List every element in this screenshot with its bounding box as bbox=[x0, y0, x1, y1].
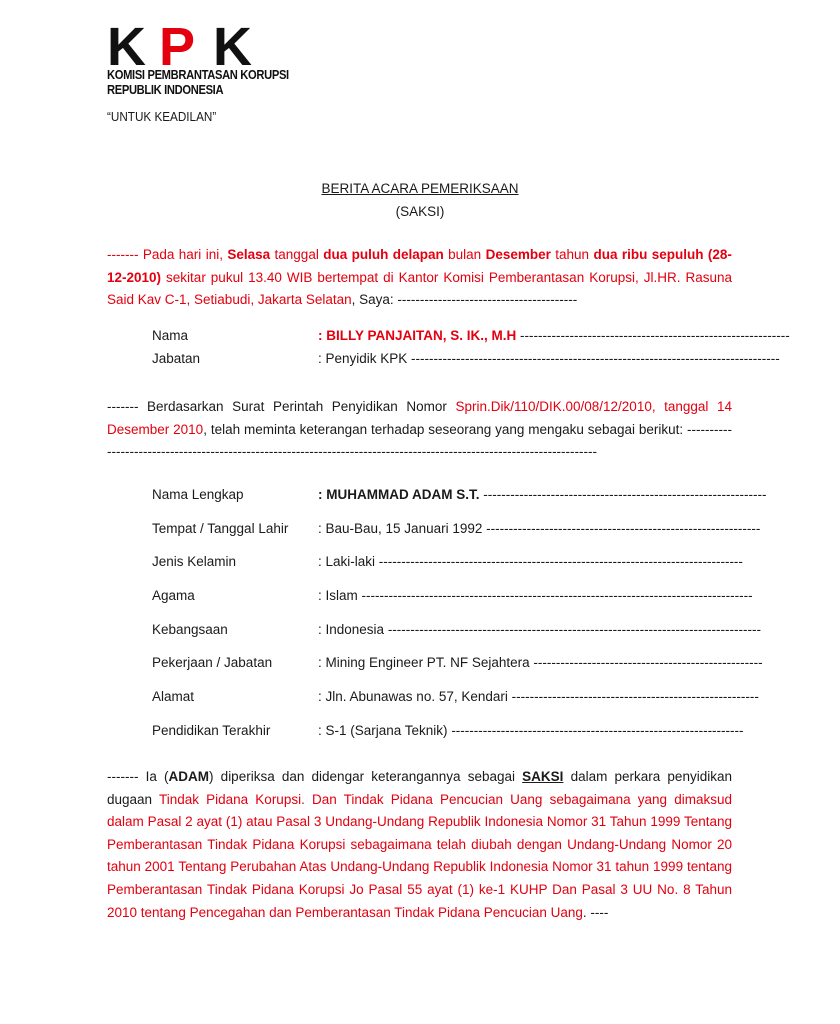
witness-row-education bbox=[152, 723, 744, 743]
intro-date: dua puluh delapan bbox=[323, 247, 444, 262]
intro-text: tanggal bbox=[274, 247, 319, 262]
intro-location: sekitar pukul 13.40 WIB bertempat di Kantor Komisi Pemberantasan Korupsi, Jl.HR. Rasuna Said Kav C-1, Setiabudi, Jakarta Selatan bbox=[107, 269, 732, 308]
witness-row-birth bbox=[152, 521, 761, 541]
field-label: Jabatan bbox=[152, 351, 201, 366]
field-dashes: --------------------------------------------------------------------------------------- bbox=[357, 588, 753, 603]
witness-row-religion bbox=[152, 588, 753, 608]
witness-short-name: ADAM bbox=[168, 769, 210, 784]
investigator-row-position bbox=[152, 351, 780, 371]
field-label: Kebangsaan bbox=[152, 622, 228, 637]
witness-gender: : Laki-laki bbox=[318, 554, 376, 569]
field-value-wrap bbox=[318, 351, 780, 366]
intro-text: tahun bbox=[555, 247, 590, 262]
witness-role: SAKSI bbox=[522, 769, 564, 784]
intro-dashes: ------- bbox=[107, 247, 139, 262]
field-dashes: ----------------------------------------------------------------------------------- bbox=[384, 622, 761, 637]
field-label: Nama bbox=[152, 328, 189, 343]
field-value-wrap bbox=[318, 622, 761, 637]
exam-text: ------- Ia ( bbox=[107, 769, 169, 784]
field-dashes: ------------------------------------------------------- bbox=[507, 689, 759, 704]
field-dashes: ---------------------------------------------------------------------------------- bbox=[407, 351, 780, 366]
intro-text: bulan bbox=[448, 247, 482, 262]
field-dashes: ------------------------------------------------------------ bbox=[516, 328, 790, 343]
field-dashes: ------------------------------------------------------------- bbox=[482, 521, 761, 536]
field-label: Tempat / Tanggal Lahir bbox=[152, 521, 289, 536]
witness-occupation: : Mining Engineer PT. NF Sejahtera bbox=[318, 655, 530, 670]
field-value-wrap bbox=[318, 689, 759, 704]
org-name: KOMISI PEMBRANTASAN KORUPSI bbox=[107, 67, 289, 82]
intro-paragraph bbox=[107, 244, 732, 312]
basis-text: , telah meminta keterangan terhadap seseorang yang mengaku sebagai berikut: ----------------------------------------------------------------------------------------------------------------------- bbox=[107, 421, 732, 460]
logo-letter-p: P bbox=[159, 17, 196, 77]
witness-birth: : Bau-Bau, 15 Januari 1992 bbox=[318, 521, 483, 536]
field-label: Alamat bbox=[152, 689, 195, 704]
investigator-row-name bbox=[152, 328, 790, 348]
basis-paragraph bbox=[107, 396, 732, 464]
witness-nationality: : Indonesia bbox=[318, 622, 385, 637]
witness-education: : S-1 (Sarjana Teknik) bbox=[318, 723, 448, 738]
exam-text: . ---- bbox=[582, 904, 609, 920]
field-value-wrap bbox=[318, 521, 761, 536]
field-value-wrap bbox=[318, 723, 744, 738]
field-value-wrap bbox=[318, 328, 790, 343]
witness-address: : Jln. Abunawas no. 57, Kendari bbox=[318, 689, 508, 704]
investigator-name: : BILLY PANJAITAN, S. IK., M.H bbox=[318, 328, 517, 343]
document-subtitle: (SAKSI) bbox=[395, 204, 445, 219]
logo-letter-k-2: K bbox=[213, 17, 250, 77]
investigator-position: : Penyidik KPK bbox=[318, 351, 408, 366]
field-label: Pekerjaan / Jabatan bbox=[152, 655, 273, 670]
examination-paragraph bbox=[107, 766, 732, 946]
witness-row-full-name bbox=[152, 487, 767, 507]
intro-day: Selasa bbox=[227, 247, 271, 262]
field-value-wrap bbox=[318, 655, 763, 670]
field-value-wrap bbox=[318, 487, 767, 502]
warrant-reference: Sprin.Dik/110/DIK.00/08/12/2010, tanggal 14 Desember 2010 bbox=[107, 399, 732, 437]
field-value-wrap bbox=[318, 554, 743, 569]
field-label: Pendidikan Terakhir bbox=[152, 723, 271, 738]
field-label: Agama bbox=[152, 588, 195, 603]
org-country: REPUBLIK INDONESIA bbox=[107, 82, 224, 97]
field-dashes: ----------------------------------------------------------------- bbox=[447, 723, 744, 738]
intro-year: dua ribu sepuluh (28-12-2010) bbox=[107, 247, 732, 285]
field-dashes: --------------------------------------------------------------------------------- bbox=[375, 554, 743, 569]
witness-religion: : Islam bbox=[318, 588, 358, 603]
document-title: BERITA ACARA PEMERIKSAAN bbox=[321, 181, 519, 196]
exam-text: ) diperiksa dan didengar keterangannya sebagai bbox=[209, 769, 515, 784]
field-dashes: --------------------------------------------------- bbox=[529, 655, 763, 670]
basis-text: ------- Berdasarkan Surat Perintah Penyidikan Nomor bbox=[107, 399, 447, 414]
witness-row-nationality bbox=[152, 622, 761, 642]
exam-text: . bbox=[301, 791, 305, 807]
intro-text: , Saya: ---------------------------------------- bbox=[351, 292, 578, 308]
motto: “UNTUK KEADILAN” bbox=[107, 109, 217, 124]
field-dashes: --------------------------------------------------------------- bbox=[479, 487, 767, 502]
witness-row-gender bbox=[152, 554, 743, 574]
witness-row-occupation bbox=[152, 655, 763, 675]
exam-text: dalam perkara penyidikan dugaan bbox=[107, 769, 732, 807]
intro-text: Pada hari ini, bbox=[142, 247, 223, 262]
field-value-wrap bbox=[318, 588, 753, 603]
field-label: Nama Lengkap bbox=[152, 487, 244, 502]
field-label: Jenis Kelamin bbox=[152, 554, 237, 569]
witness-row-address bbox=[152, 689, 759, 709]
logo-letter-k: K bbox=[107, 17, 144, 77]
witness-name: : MUHAMMAD ADAM S.T. bbox=[318, 487, 480, 502]
case-type: Tindak Pidana Korupsi bbox=[158, 791, 302, 807]
legal-charges: Dan Tindak Pidana Pencucian Uang sebagaimana yang dimaksud dalam Pasal 2 ayat (1) atau Pasal 3 Undang-Undang Republik Indonesia Nomor 31 Tahun 1999 Tentang Pemberantasan Tindak Pidana Korupsi sebagaimana telah diubah dengan Undang-Undang Nomor 20 tahun 2001 Tentang Perubahan Atas Undang-Undang Republik Indonesia Nomor 31 tahun 1999 tentang Pemberantasan Tindak Pidana Korupsi Jo Pasal 55 ayat (1) ke-1 KUHP Dan Pasal 3 UU No. 8 Tahun 2010 tentang Pencegahan dan Pemberantasan Tindak Pidana Pencucian Uang bbox=[107, 791, 732, 920]
intro-month: Desember bbox=[485, 247, 551, 262]
